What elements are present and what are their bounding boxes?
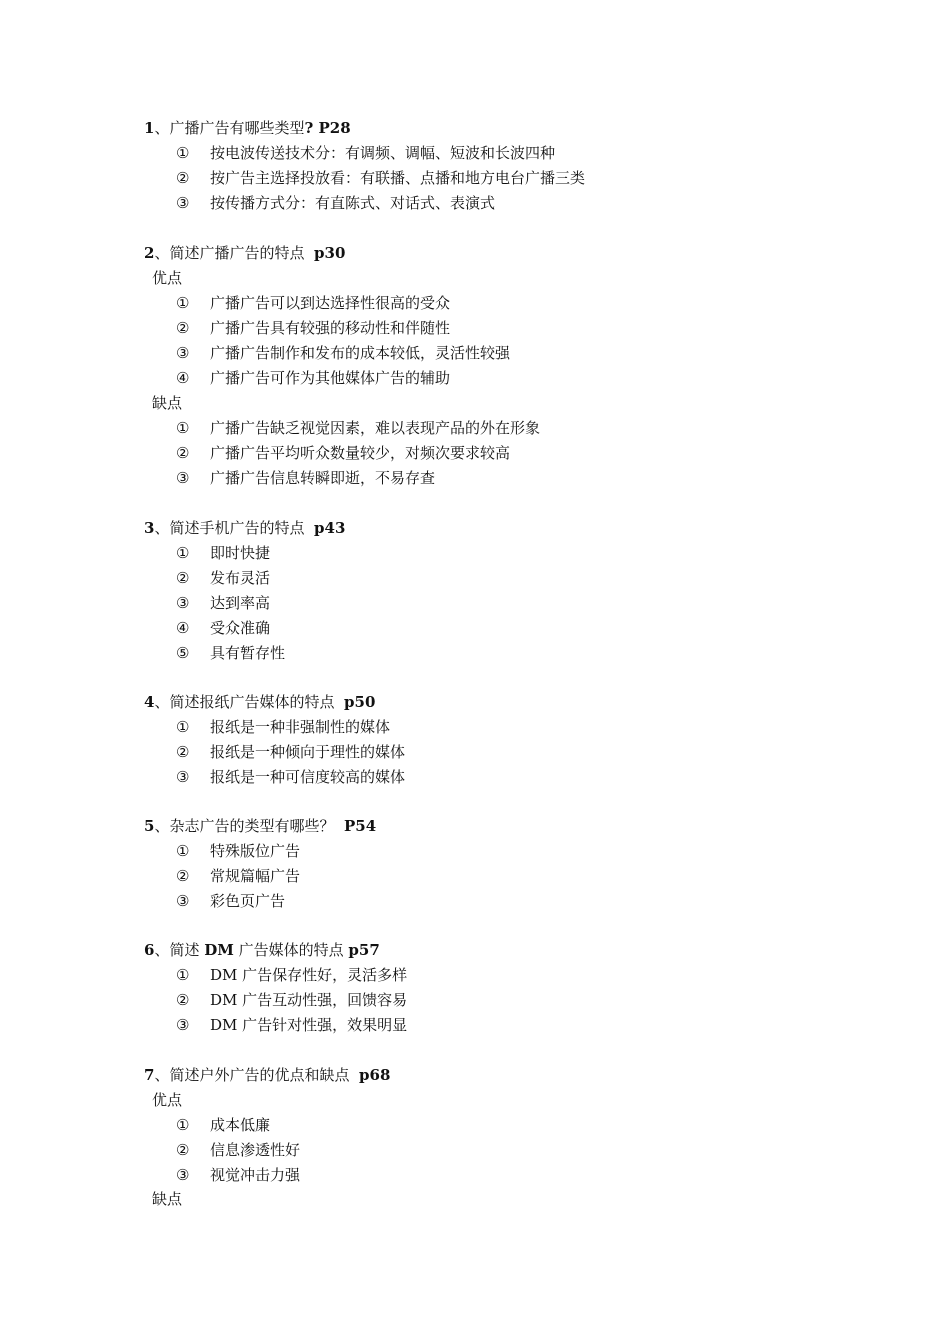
list-item [176,343,510,363]
item-marker: ① [176,1116,190,1134]
question-separator: 、 [154,119,170,137]
question-title: 简述 [169,941,205,959]
list-item [176,443,510,463]
item-marker: ③ [176,194,190,212]
question-number: 6 [144,941,155,959]
item-marker: ② [176,867,190,885]
item-marker: ③ [176,892,190,910]
item-text: 即时快捷 [210,544,271,562]
item-text: 报纸是一种非强制性的媒体 [210,718,391,736]
question-title-rest: 广告媒体的特点 [233,941,344,959]
item-text: 常规篇幅广告 [210,867,301,885]
question-title: 简述手机广告的特点 [169,519,305,537]
item-text: 具有暂存性 [210,644,286,662]
list-item [176,543,270,563]
item-text: 特殊版位广告 [210,842,301,860]
list-item [176,168,585,188]
list-item [176,643,285,663]
item-text: DM 广告针对性强，效果明显 [210,1016,408,1034]
item-marker: ③ [176,768,190,786]
item-text: 广播广告制作和发布的成本较低，灵活性较强 [210,344,511,362]
list-item [176,418,540,438]
question-heading [144,816,376,836]
item-text: 视觉冲击力强 [210,1166,301,1184]
item-text: 广播广告平均听众数量较少，对频次要求较高 [210,444,511,462]
question-number: 2 [144,244,155,262]
list-item [176,1015,407,1035]
question-number: 7 [144,1066,155,1084]
item-marker: ⑤ [176,644,190,662]
question-title: 简述广播广告的特点 [169,244,305,262]
list-item [176,891,285,911]
item-marker: ① [176,842,190,860]
item-text: 成本低廉 [210,1116,271,1134]
item-text: 按电波传送技术分：有调频、调幅、短波和长波四种 [210,144,556,162]
list-item [176,143,555,163]
question-number: 5 [144,817,155,835]
page-reference: p57 [348,941,380,959]
list-item [176,293,450,313]
group-label-cons: 缺点 [152,394,183,412]
question-separator: 、 [154,519,170,537]
page-reference: p68 [359,1066,391,1084]
item-marker: ③ [176,1166,190,1184]
list-item [176,468,435,488]
question-heading [144,118,351,138]
item-marker: ② [176,444,190,462]
item-marker: ③ [176,1016,190,1034]
item-marker: ② [176,319,190,337]
item-marker: ① [176,544,190,562]
item-text: 广播广告可作为其他媒体广告的辅助 [210,369,451,387]
list-item [176,742,405,762]
item-text: 广播广告缺乏视觉因素，难以表现产品的外在形象 [210,419,541,437]
list-item [176,593,270,613]
question-heading [144,1065,390,1085]
item-text: 发布灵活 [210,569,271,587]
list-item [176,990,407,1010]
list-item [176,1115,270,1135]
item-marker: ③ [176,469,190,487]
question-separator: 、 [154,693,170,711]
list-item [176,841,300,861]
group-label-cons: 缺点 [152,1190,183,1208]
item-marker: ② [176,169,190,187]
page-reference: p43 [314,519,346,537]
item-marker: ① [176,419,190,437]
item-marker: ① [176,718,190,736]
item-marker: ① [176,144,190,162]
list-item [176,1140,300,1160]
question-number: 3 [144,519,155,537]
question-separator: 、 [154,817,170,835]
list-item [176,965,407,985]
list-item [176,866,300,886]
question-heading [144,692,375,712]
question-number: 4 [144,693,155,711]
list-item [176,318,450,338]
list-item [176,368,450,388]
item-marker: ④ [176,619,190,637]
question-heading [144,518,345,538]
question-title: 广播广告有哪些类型 [169,119,305,137]
question-separator: 、 [154,1066,170,1084]
list-item [176,767,405,787]
list-item [176,568,270,588]
item-marker: ① [176,294,190,312]
page-reference: p50 [344,693,376,711]
question-title: 杂志广告的类型有哪些？ [169,817,335,835]
question-separator: 、 [154,244,170,262]
question-separator: 、 [154,941,170,959]
question-title-abbr: DM [204,941,234,959]
item-marker: ④ [176,369,190,387]
group-label-pros: 优点 [152,1091,183,1109]
list-item [176,717,390,737]
item-text: DM 广告保存性好，灵活多样 [210,966,408,984]
item-text: 受众准确 [210,619,271,637]
item-text: 广播广告信息转瞬即逝，不易存查 [210,469,436,487]
list-item [176,193,495,213]
page-reference: p30 [314,244,346,262]
item-marker: ② [176,991,190,1009]
item-text: 广播广告可以到达选择性很高的受众 [210,294,451,312]
question-number: 1 [144,119,155,137]
page-reference: ? P28 [304,119,351,137]
item-marker: ② [176,743,190,761]
item-text: 广播广告具有较强的移动性和伴随性 [210,319,451,337]
item-text: DM 广告互动性强，回馈容易 [210,991,408,1009]
question-title: 简述报纸广告媒体的特点 [169,693,335,711]
item-text: 按传播方式分：有直陈式、对话式、表演式 [210,194,496,212]
item-text: 彩色页广告 [210,892,286,910]
item-marker: ② [176,1141,190,1159]
item-text: 报纸是一种倾向于理性的媒体 [210,743,406,761]
item-marker: ① [176,966,190,984]
group-label-pros: 优点 [152,269,183,287]
question-heading [144,940,380,960]
item-text: 信息渗透性好 [210,1141,301,1159]
list-item [176,618,270,638]
item-text: 报纸是一种可信度较高的媒体 [210,768,406,786]
item-marker: ③ [176,594,190,612]
item-marker: ② [176,569,190,587]
page-reference: P54 [344,817,377,835]
item-marker: ③ [176,344,190,362]
item-text: 达到率高 [210,594,271,612]
list-item [176,1165,300,1185]
question-heading [144,243,345,263]
item-text: 按广告主选择投放看：有联播、点播和地方电台广播三类 [210,169,586,187]
question-title: 简述户外广告的优点和缺点 [169,1066,350,1084]
